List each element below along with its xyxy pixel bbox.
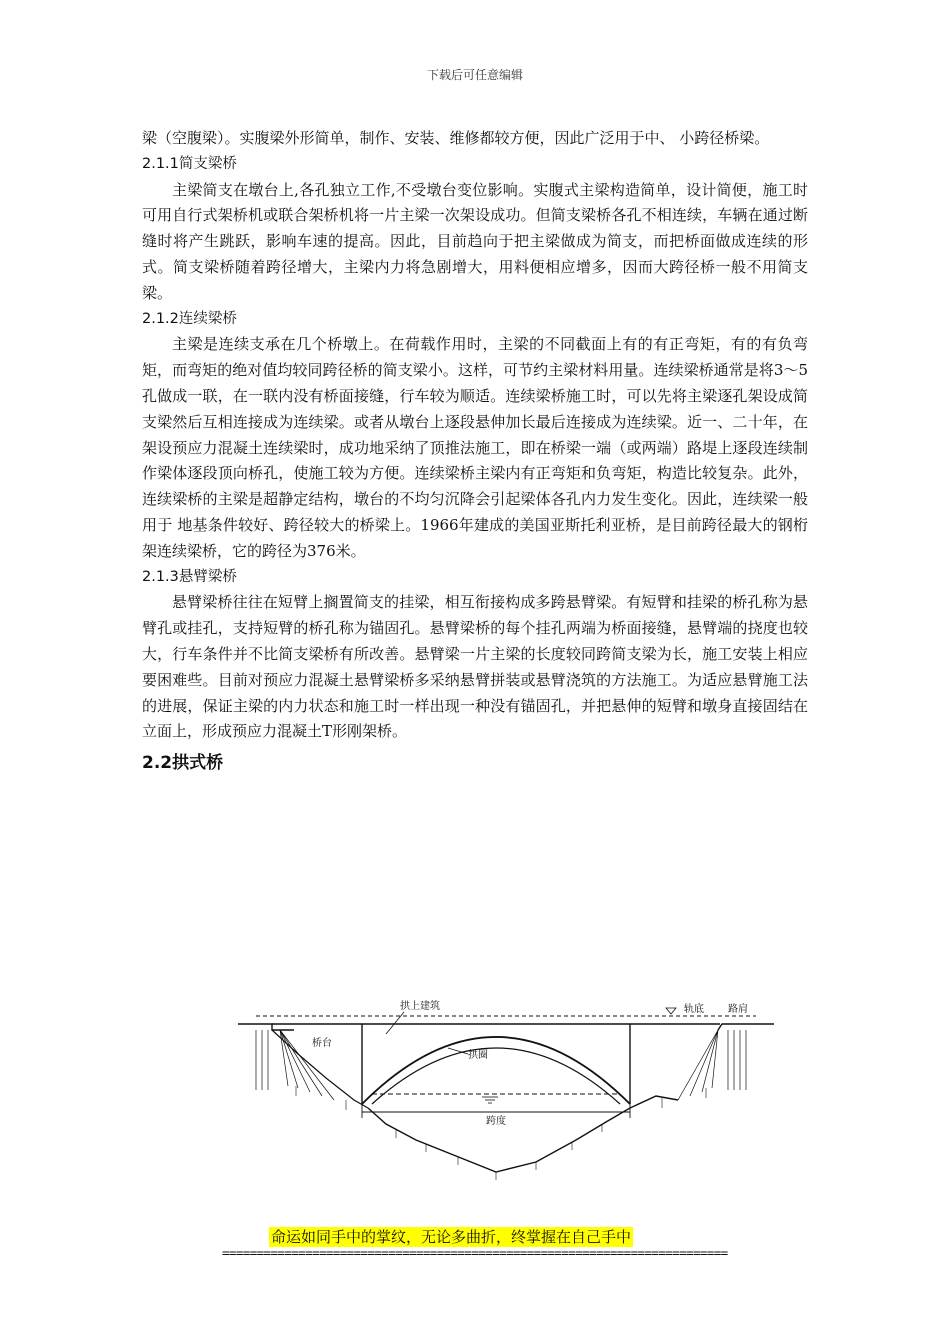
right-hatching (678, 1030, 746, 1100)
arch-ring-inner (372, 1048, 620, 1104)
label-road-shoulder: 路肩 (728, 1004, 748, 1015)
section-2-2-heading: 2.2拱式桥 (142, 753, 224, 774)
label-arch-building: 拱上建筑 (400, 1001, 440, 1012)
label-arch-ring: 拱圈 (468, 1050, 488, 1061)
footer-rule: ========================================================================= (222, 1245, 728, 1260)
label-rail-base: 轨底 (684, 1004, 704, 1015)
arch-bridge-svg (236, 1000, 776, 1190)
footer-motto: 命运如同手中的掌纹，无论多曲折，终掌握在自己手中 (271, 1228, 632, 1246)
section-2-1-1-paragraph: 主梁简支在墩台上,各孔独立工作,不受墩台变位影响。实腹式主梁构造简单，设计简便，施工时可用自行式架桥机或联合架桥机将一片主梁一次架设成功。但简支梁桥各孔不相连续，车辆在通过断缝时将产生跳跃，影响车速的提高。因此，目前趋向于把主梁做成为简支，而把桥面做成连续的形式。简支梁桥随着跨径增大，主梁内力将急剧增大，用料便相应增多，因而大跨径桥一般不用简支梁。 (142, 180, 808, 302)
intro-paragraph: 梁（空腹梁）。实腹梁外形简单，制作、安装、维修都较方便，因此广泛用于中、 小跨径桥梁。 (142, 129, 770, 147)
document-body (142, 126, 808, 777)
rail-base-marker (666, 1008, 676, 1014)
section-2-1-3-heading: 2.1.3悬臂梁桥 (142, 568, 237, 585)
right-ground-line (718, 1024, 774, 1030)
page-header: 下载后可任意编辑 (426, 68, 523, 82)
left-ground-line (238, 1024, 294, 1030)
section-2-1-2-paragraph: 主梁是连续支承在几个桥墩上。在荷载作用时，主梁的不同截面上有的有正弯矩，有的有负弯矩，而弯矩的绝对值均较同跨径桥的简支梁小。这样，可节约主梁材料用量。连续梁桥通常是将3～5孔做成一联，在一联内没有桥面接缝，行车较为顺适。连续梁桥施工时，可以先将主梁逐孔架设成简支梁然后互相连接成为连续梁。或者从墩台上逐段悬伸加长最后连接成为连续梁。近一、二十年，在架设预应力混凝土连续梁时，成功地采纳了顶推法施工，即在桥梁一端（或两端）路堤上逐段连续制作梁体逐段顶向桥孔，使施工较为方便。连续梁桥主梁内有正弯矩和负弯矩，构造比较复杂。此外，连续梁桥的主梁是超静定结构，墩台的不均匀沉降会引起梁体各孔内力发生变化。因此，连续梁一般用于 地基条件较好、跨径较大的桥梁上。1966年建成的美国亚斯托利亚桥，是目前跨径最大的钢桁架连续梁桥，它的跨径为376米。 (142, 335, 808, 560)
section-2-1-1-heading: 2.1.1简支梁桥 (142, 155, 237, 172)
section-2-1-2-heading: 2.1.2连续梁桥 (142, 310, 237, 327)
section-2-1-3-paragraph: 悬臂梁桥往往在短臂上搁置简支的挂梁，相互衔接构成多跨悬臂梁。有短臂和挂梁的桥孔称为悬臂孔或挂孔，支持短臂的桥孔称为锚固孔。悬臂梁桥的每个挂孔两端为桥面接缝，悬臂端的挠度也较大，行车条件并不比简支梁桥有所改善。悬臂梁一片主梁的长度较同跨简支梁为长，施工安装上相应要困难些。目前对预应力混凝土悬臂梁桥多采纳悬臂拼装或悬臂浇筑的方法施工。为适应悬臂施工法的进展，保证主梁的内力状态和施工时一样出现一种没有锚固孔，并把悬伸的短臂和墩身直接固结在立面上，形成预应力混凝土T形刚架桥。 (142, 593, 808, 741)
label-abutment: 桥台 (312, 1038, 332, 1049)
arch-building-leader (386, 1012, 404, 1034)
label-span: 跨度 (486, 1116, 506, 1127)
arch-bridge-diagram (236, 1000, 776, 1190)
water-level-mark (482, 1097, 498, 1103)
river-bed-line (368, 1096, 678, 1172)
river-bed-hatching (296, 1086, 706, 1180)
